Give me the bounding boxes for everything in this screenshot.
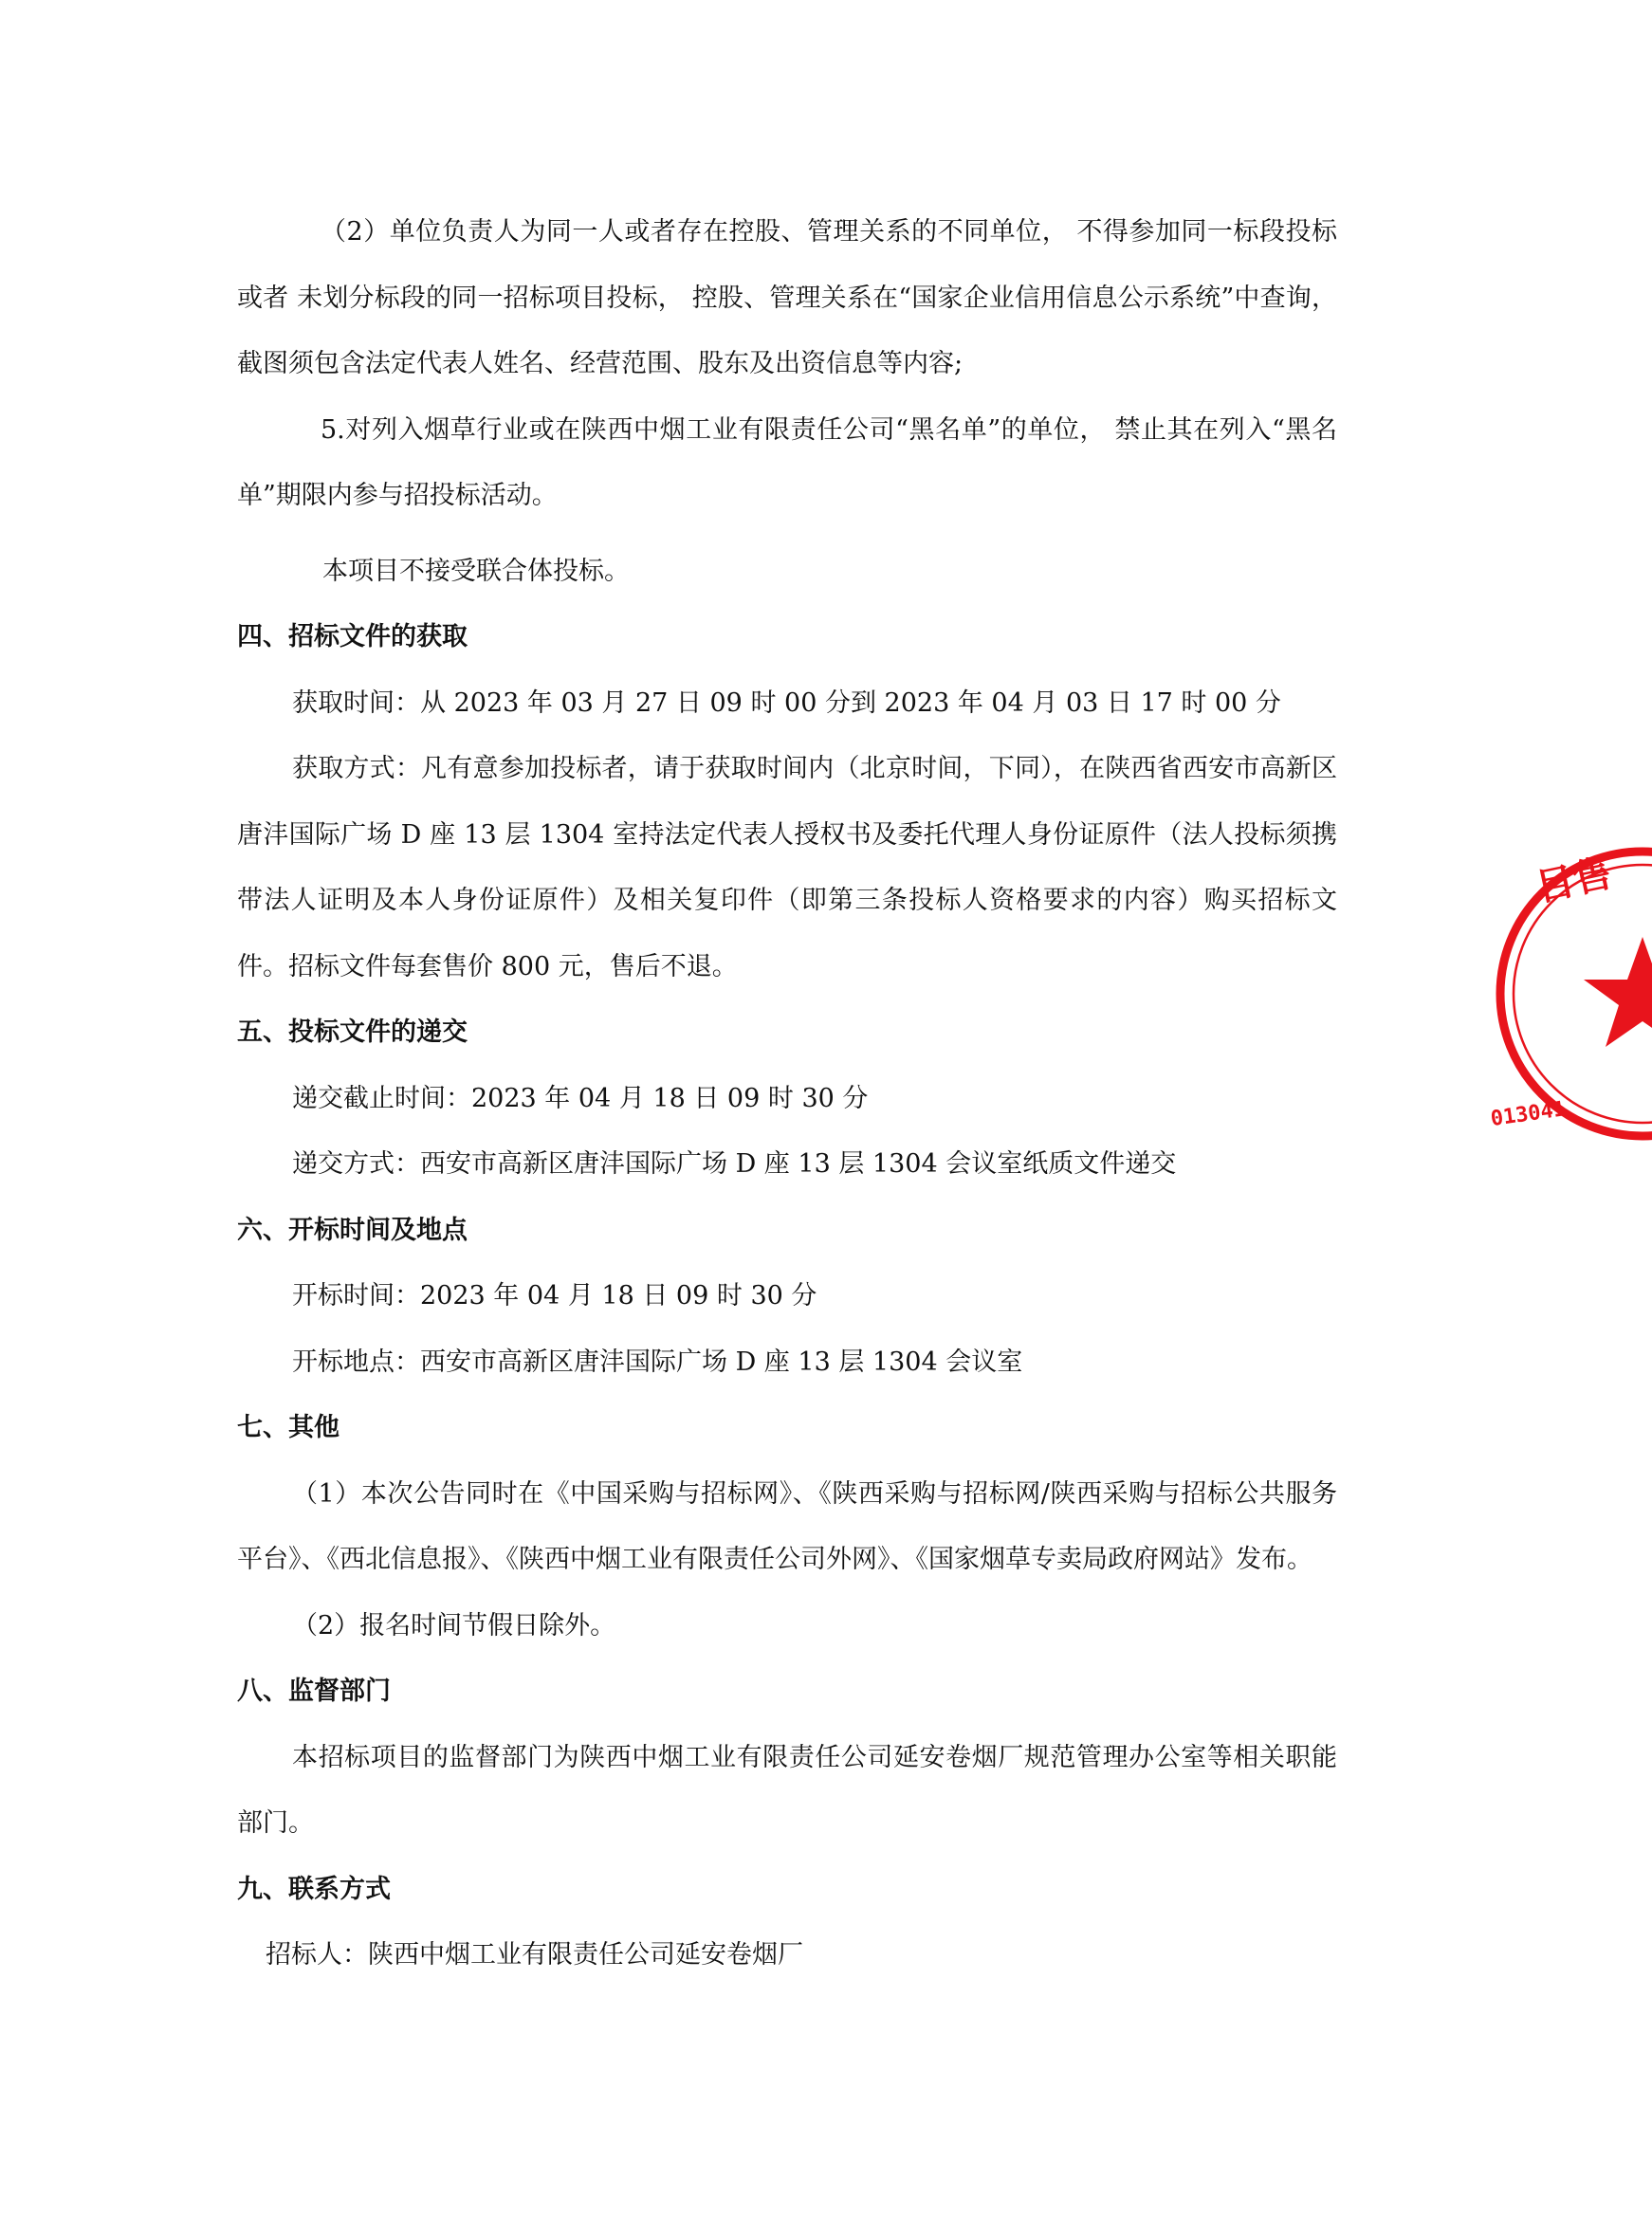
paragraph-acquire-method: 获取方式：凡有意参加投标者，请于获取时间内（北京时间，下同），在陕西省西安市高新区唐沣国际广场 D 座 13 层 1304 室持法定代表人授权书及委托代理人身份证原件（法人投标须携带法人证明及本人身份证原件）及相关复印件（即第三条投标人资格要求的内容）购买招标文件。招标文件每套售价 800 元，售后不退。 bbox=[237, 754, 1337, 981]
document-body bbox=[237, 199, 1337, 1989]
seal-text-bottom: 013041 bbox=[1489, 1097, 1568, 1132]
section-heading-4: 四、招标文件的获取 bbox=[237, 622, 468, 651]
paragraph-publication: （1）本次公告同时在《中国采购与招标网》、《陕西采购与招标网/陕西采购与招标公共服务平台》、《西北信息报》、《陕西中烟工业有限责任公司外网》、《国家烟草专卖局政府网站》发布。 bbox=[237, 1478, 1337, 1574]
paragraph-submit-method: 递交方式：西安市高新区唐沣国际广场 D 座 13 层 1304 会议室纸质文件递交 bbox=[292, 1149, 1177, 1179]
paragraph-no-consortium: 本项目不接受联合体投标。 bbox=[322, 556, 630, 586]
paragraph-opening-time: 开标时间：2023 年 04 月 18 日 09 时 30 分 bbox=[292, 1281, 817, 1311]
company-seal bbox=[1491, 842, 1652, 1146]
paragraph-opening-location: 开标地点：西安市高新区唐沣国际广场 D 座 13 层 1304 会议室 bbox=[292, 1347, 1023, 1377]
paragraph-blacklist: 5.对列入烟草行业或在陕西中烟工业有限责任公司“黑名单”的单位， 禁止其在列入“黑名单”期限内参与招投标活动。 bbox=[237, 414, 1337, 510]
section-heading-6: 六、开标时间及地点 bbox=[237, 1215, 468, 1245]
section-heading-5: 五、投标文件的递交 bbox=[237, 1017, 468, 1047]
paragraph-submit-deadline: 递交截止时间：2023 年 04 月 18 日 09 时 30 分 bbox=[292, 1083, 869, 1113]
section-heading-9: 九、联系方式 bbox=[237, 1874, 391, 1904]
paragraph-tenderer: 招标人：陕西中烟工业有限责任公司延安卷烟厂 bbox=[266, 1940, 803, 1970]
seal-star-icon bbox=[1584, 937, 1652, 1047]
section-heading-8: 八、监督部门 bbox=[237, 1677, 391, 1706]
section-heading-7: 七、其他 bbox=[237, 1413, 340, 1442]
paragraph-supervision: 本招标项目的监督部门为陕西中烟工业有限责任公司延安卷烟厂规范管理办公室等相关职能部门。 bbox=[237, 1742, 1337, 1838]
paragraph-holiday: （2）报名时间节假日除外。 bbox=[292, 1610, 616, 1641]
seal-text-top: 目售 bbox=[1532, 852, 1616, 910]
paragraph-unit-responsible: （2）单位负责人为同一人或者存在控股、管理关系的不同单位， 不得参加同一标段投标或者 未划分标段的同一招标项目投标， 控股、管理关系在“国家企业信用信息公示系统”中查询， 截图须包含法定代表人姓名、经营范围、股东及出资信息等内容; bbox=[237, 217, 1337, 378]
paragraph-acquire-time: 获取时间：从 2023 年 03 月 27 日 09 时 00 分到 2023 年 04 月 03 日 17 时 00 分 bbox=[292, 687, 1281, 718]
